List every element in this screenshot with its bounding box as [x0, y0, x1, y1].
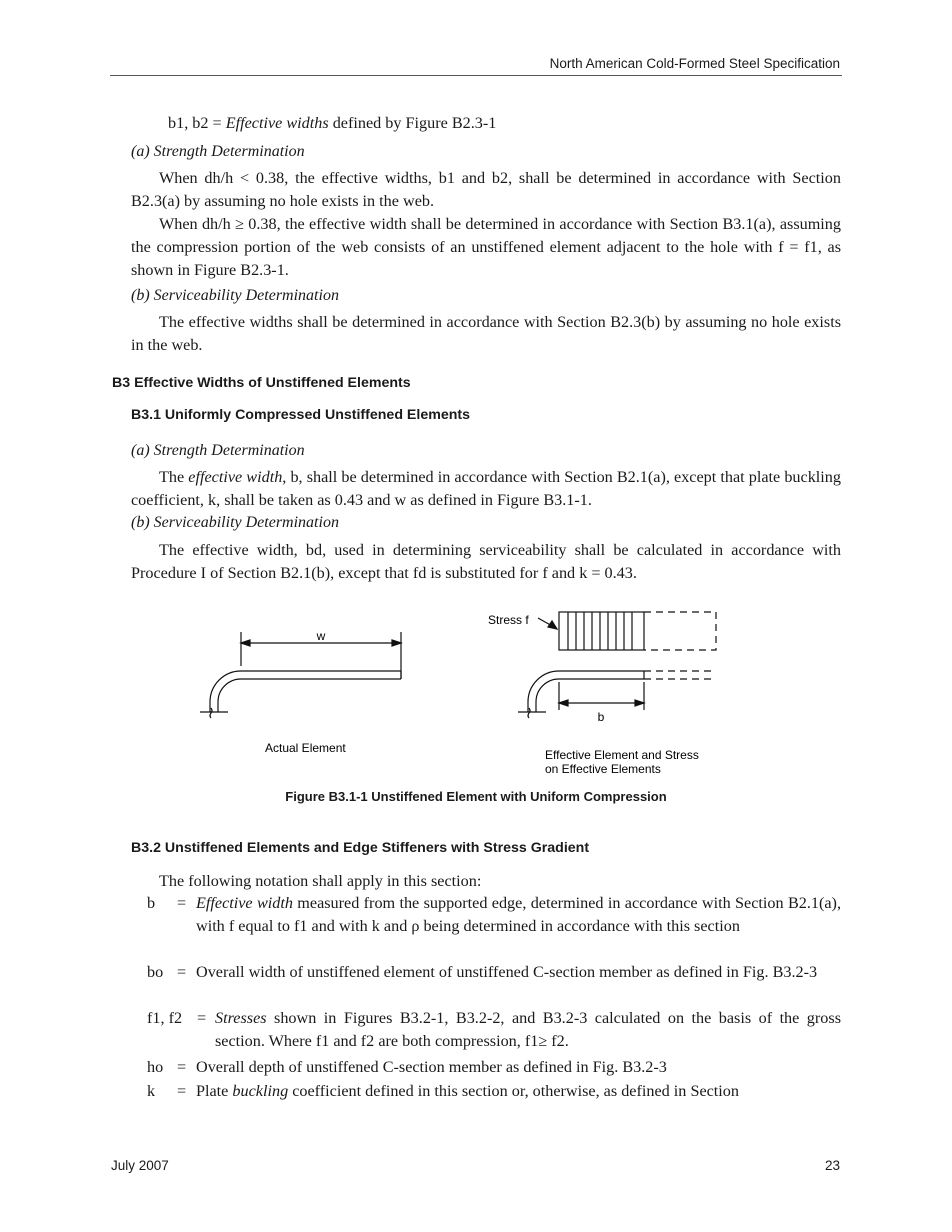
b2-service-label: (b) Serviceability Determination — [131, 287, 339, 304]
notation-pre: Overall width of unstiffened element of unstiffened C-section member as defined in Fig. B3.2-3 — [196, 963, 818, 981]
notation-pre: Plate — [196, 1082, 233, 1100]
notation-definition — [196, 892, 841, 938]
b-dimension-label: b — [597, 710, 605, 724]
b31-service-label: (b) Serviceability Determination — [131, 514, 339, 531]
b32-intro — [131, 870, 841, 893]
header-rule — [110, 75, 842, 76]
notation-equals: = — [197, 1009, 207, 1027]
b31-strength-post: , b, shall be determined in accordance with Section B2.1(a), except that plate buckling coefficient, k, shall be taken as 0.43 and w as defined in Figure B3.1-1. — [131, 468, 841, 509]
page-number: 23 — [824, 1158, 840, 1173]
notation-equals: = — [177, 1082, 187, 1100]
notation-pre: Overall depth of unstiffened C-section member as defined in Fig. B3.2-3 — [196, 1058, 667, 1076]
notation-symbol: ho — [147, 1058, 164, 1076]
effective-element-label-line-1: Effective Element and Stress — [545, 748, 699, 762]
notation-symbol: k — [147, 1082, 156, 1100]
figure-drawing — [190, 600, 750, 785]
notation-symbol: b — [147, 894, 156, 912]
b31-service-text — [131, 539, 841, 585]
notation-text: measured from the supported edge, determined in accordance with Section B2.1(a), with f equal to f1 and with k and ρ being determined in accordance with this section — [196, 894, 841, 935]
actual-element-drawing — [200, 632, 401, 718]
notation-definition — [196, 1056, 841, 1079]
notation-symbol: bo — [147, 963, 164, 981]
notation-ho — [131, 1056, 841, 1079]
notation-text: shown in Figures B3.2-1, B3.2-2, and B3.2-3 calculated on the basis of the gross section. Where f1 and f2 are both compression, f1≥ f2. — [215, 1009, 841, 1050]
b2-service-text — [131, 311, 841, 357]
b2-strength-label: (a) Strength Determination — [131, 143, 305, 160]
b2-service-para: The effective widths shall be determined in accordance with Section B2.3(b) by assuming no hole exists in the web. — [131, 313, 841, 354]
notation-definition — [196, 1080, 841, 1103]
b31-strength-label: (a) Strength Determination — [131, 442, 305, 459]
notation-bo — [131, 961, 841, 984]
b-definition-rest: defined by Figure B2.3-1 — [328, 114, 497, 132]
footer-date: July 2007 — [111, 1158, 169, 1173]
effective-element-drawing — [518, 612, 716, 718]
b31-strength-term: effective width — [188, 468, 283, 486]
effective-element-label-line-2: on Effective Elements — [545, 762, 661, 776]
b31-strength-text — [131, 466, 841, 512]
running-header: North American Cold-Formed Steel Specification — [549, 56, 840, 71]
b-definition-symbol: b1, b2 = — [168, 114, 222, 132]
notation-f1-f2 — [131, 1007, 841, 1053]
figure-b31-1 — [190, 600, 750, 785]
section-b3-heading: B3 Effective Widths of Unstiffened Elements — [112, 375, 411, 391]
notation-term: Effective width — [196, 894, 293, 912]
notation-term: Stresses — [215, 1009, 267, 1027]
notation-equals: = — [177, 963, 187, 981]
b2-strength-text — [131, 167, 841, 282]
b31-strength-pre: The — [159, 468, 189, 486]
b2-strength-para-1: When dh/h < 0.38, the effective widths, b1 and b2, shall be determined in accordance with Section B2.3(a) by assuming no hole exists in the web. — [131, 169, 841, 210]
notation-equals: = — [177, 894, 187, 912]
notation-definition — [215, 1007, 841, 1053]
w-label: w — [316, 629, 326, 643]
stress-f-label: Stress f — [488, 613, 529, 627]
b31-strength-para — [131, 466, 841, 512]
figure-caption: Figure B3.1-1 Unstiffened Element with Uniform Compression — [285, 789, 667, 804]
b-definition — [168, 114, 496, 133]
notation-definition — [196, 961, 841, 984]
section-b32-heading: B3.2 Unstiffened Elements and Edge Stiffeners with Stress Gradient — [131, 840, 590, 856]
notation-text: coefficient defined in this section or, otherwise, as defined in Section — [288, 1082, 739, 1100]
b32-intro-para: The following notation shall apply in this section: — [159, 872, 482, 890]
notation-symbol: f1, f2 — [147, 1009, 183, 1027]
b2-strength-para-2: When dh/h ≥ 0.38, the effective width shall be determined in accordance with Section B3.1(a), assuming the compression portion of the web consists of an unstiffened element adjacent to the hole with f = f1, as shown in Figure B2.3-1. — [131, 215, 841, 279]
b31-service-para: The effective width, bd, used in determining serviceability shall be calculated in accordance with Procedure I of Section B2.1(b), except that fd is substituted for f and k = 0.43. — [131, 541, 841, 582]
b-definition-term: Effective widths — [225, 114, 329, 132]
notation-b — [131, 892, 841, 938]
notation-k — [131, 1080, 841, 1103]
notation-term: buckling — [232, 1082, 289, 1100]
actual-element-label: Actual Element — [265, 741, 346, 755]
section-b31-heading: B3.1 Uniformly Compressed Unstiffened Elements — [131, 407, 471, 423]
notation-equals: = — [177, 1058, 187, 1076]
